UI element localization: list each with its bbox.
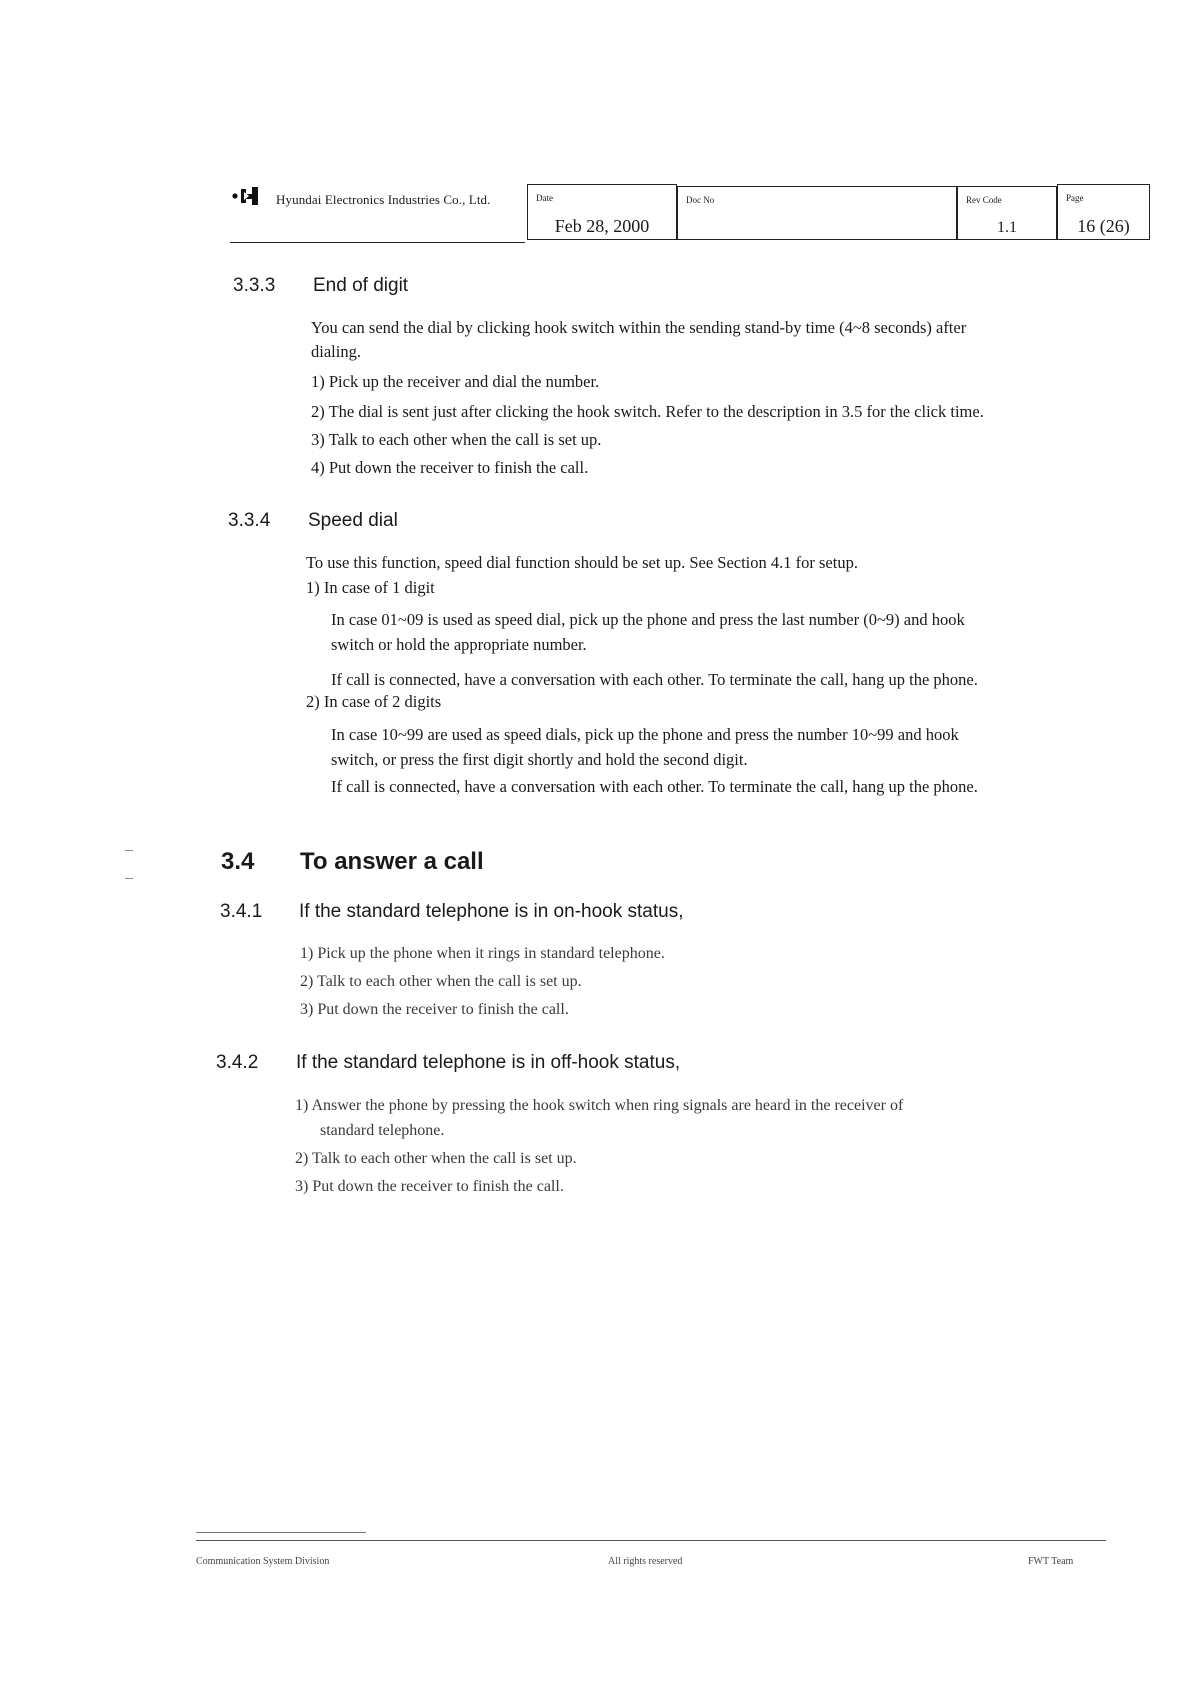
s333-step-3: 3) Talk to each other when the call is set up. <box>311 430 602 449</box>
page-box <box>1057 184 1150 240</box>
s342-step-1-line-2: standard telephone. <box>320 1122 445 1139</box>
s334-intro: To use this function, speed dial function should be set up. See Section 4.1 for setup. <box>306 553 858 572</box>
date-box <box>527 184 677 240</box>
page-label: Page <box>1066 193 1084 203</box>
footer-divider <box>196 1540 1106 1541</box>
date-label: Date <box>536 193 553 203</box>
s333-step-4: 4) Put down the receiver to finish the call. <box>311 458 589 477</box>
section-3-3-3-number: 3.3.3 <box>233 275 276 296</box>
section-3-4-1-title: If the standard telephone is in on-hook status, <box>299 901 684 922</box>
s333-intro-line-1: You can send the dial by clicking hook switch within the sending stand-by time (4~8 seconds) after <box>311 318 967 337</box>
date-value: Feb 28, 2000 <box>554 216 650 236</box>
s333-step-2: 2) The dial is sent just after clicking the hook switch. Refer to the description in 3.5 for the click time. <box>311 402 984 421</box>
s342-step-2: 2) Talk to each other when the call is set up. <box>295 1150 577 1167</box>
section-3-3-3-title: End of digit <box>313 275 409 296</box>
s341-step-3: 3) Put down the receiver to finish the call. <box>300 1001 569 1018</box>
s341-step-1: 1) Pick up the phone when it rings in standard telephone. <box>300 945 665 962</box>
company-block <box>230 178 525 243</box>
s334-case-1-text-line-2: switch or hold the appropriate number. <box>331 635 587 654</box>
section-3-3-4-number: 3.3.4 <box>228 510 271 531</box>
company-name: Hyundai Electronics Industries Co., Ltd. <box>276 192 491 207</box>
s334-case-2-text-line-2: switch, or press the first digit shortly and hold the second digit. <box>331 750 748 769</box>
doc-number-label: Doc No <box>686 195 715 205</box>
rev-code-box <box>957 186 1057 240</box>
s334-case-1-connected: If call is connected, have a conversation with each other. To terminate the call, hang up the phone. <box>331 670 978 689</box>
s342-step-3: 3) Put down the receiver to finish the call. <box>295 1178 564 1195</box>
page-value: 16 (26) <box>1077 216 1130 236</box>
section-3-4-2-title: If the standard telephone is in off-hook status, <box>296 1052 681 1073</box>
s342-step-1-line-1: 1) Answer the phone by pressing the hook switch when ring signals are heard in the receiver of <box>295 1097 904 1114</box>
footer-divider-short <box>196 1532 366 1533</box>
doc-number-box <box>677 186 957 240</box>
s334-case-1-title: 1) In case of 1 digit <box>306 578 435 597</box>
s333-intro-line-2: dialing. <box>311 342 361 361</box>
s334-case-2-connected: If call is connected, have a conversation with each other. To terminate the call, hang up the phone. <box>331 777 978 796</box>
s334-case-2-title: 2) In case of 2 digits <box>306 692 442 711</box>
document-header <box>230 178 1135 248</box>
hyundai-logo-icon <box>232 184 266 208</box>
section-3-3-4-title: Speed dial <box>308 510 398 531</box>
s333-step-1: 1) Pick up the receiver and dial the number. <box>311 372 600 391</box>
section-3-4-number: 3.4 <box>221 848 255 875</box>
footer-left: Communication System Division <box>196 1556 330 1567</box>
margin-mark <box>125 878 133 879</box>
s341-step-2: 2) Talk to each other when the call is set up. <box>300 973 582 990</box>
margin-mark <box>125 850 133 851</box>
section-3-4-2-number: 3.4.2 <box>216 1052 259 1073</box>
section-3-4-1-number: 3.4.1 <box>220 901 263 922</box>
rev-code-label: Rev Code <box>966 195 1002 205</box>
s334-case-1-text-line-1: In case 01~09 is used as speed dial, pick up the phone and press the last number (0~9) and hook <box>331 610 965 629</box>
s334-case-2-text-line-1: In case 10~99 are used as speed dials, pick up the phone and press the number 10~99 and hook <box>331 725 959 744</box>
section-3-4-title: To answer a call <box>300 848 484 875</box>
rev-code-value: 1.1 <box>997 219 1017 236</box>
footer-right: FWT Team <box>1028 1556 1074 1567</box>
footer-center: All rights reserved <box>608 1556 683 1567</box>
